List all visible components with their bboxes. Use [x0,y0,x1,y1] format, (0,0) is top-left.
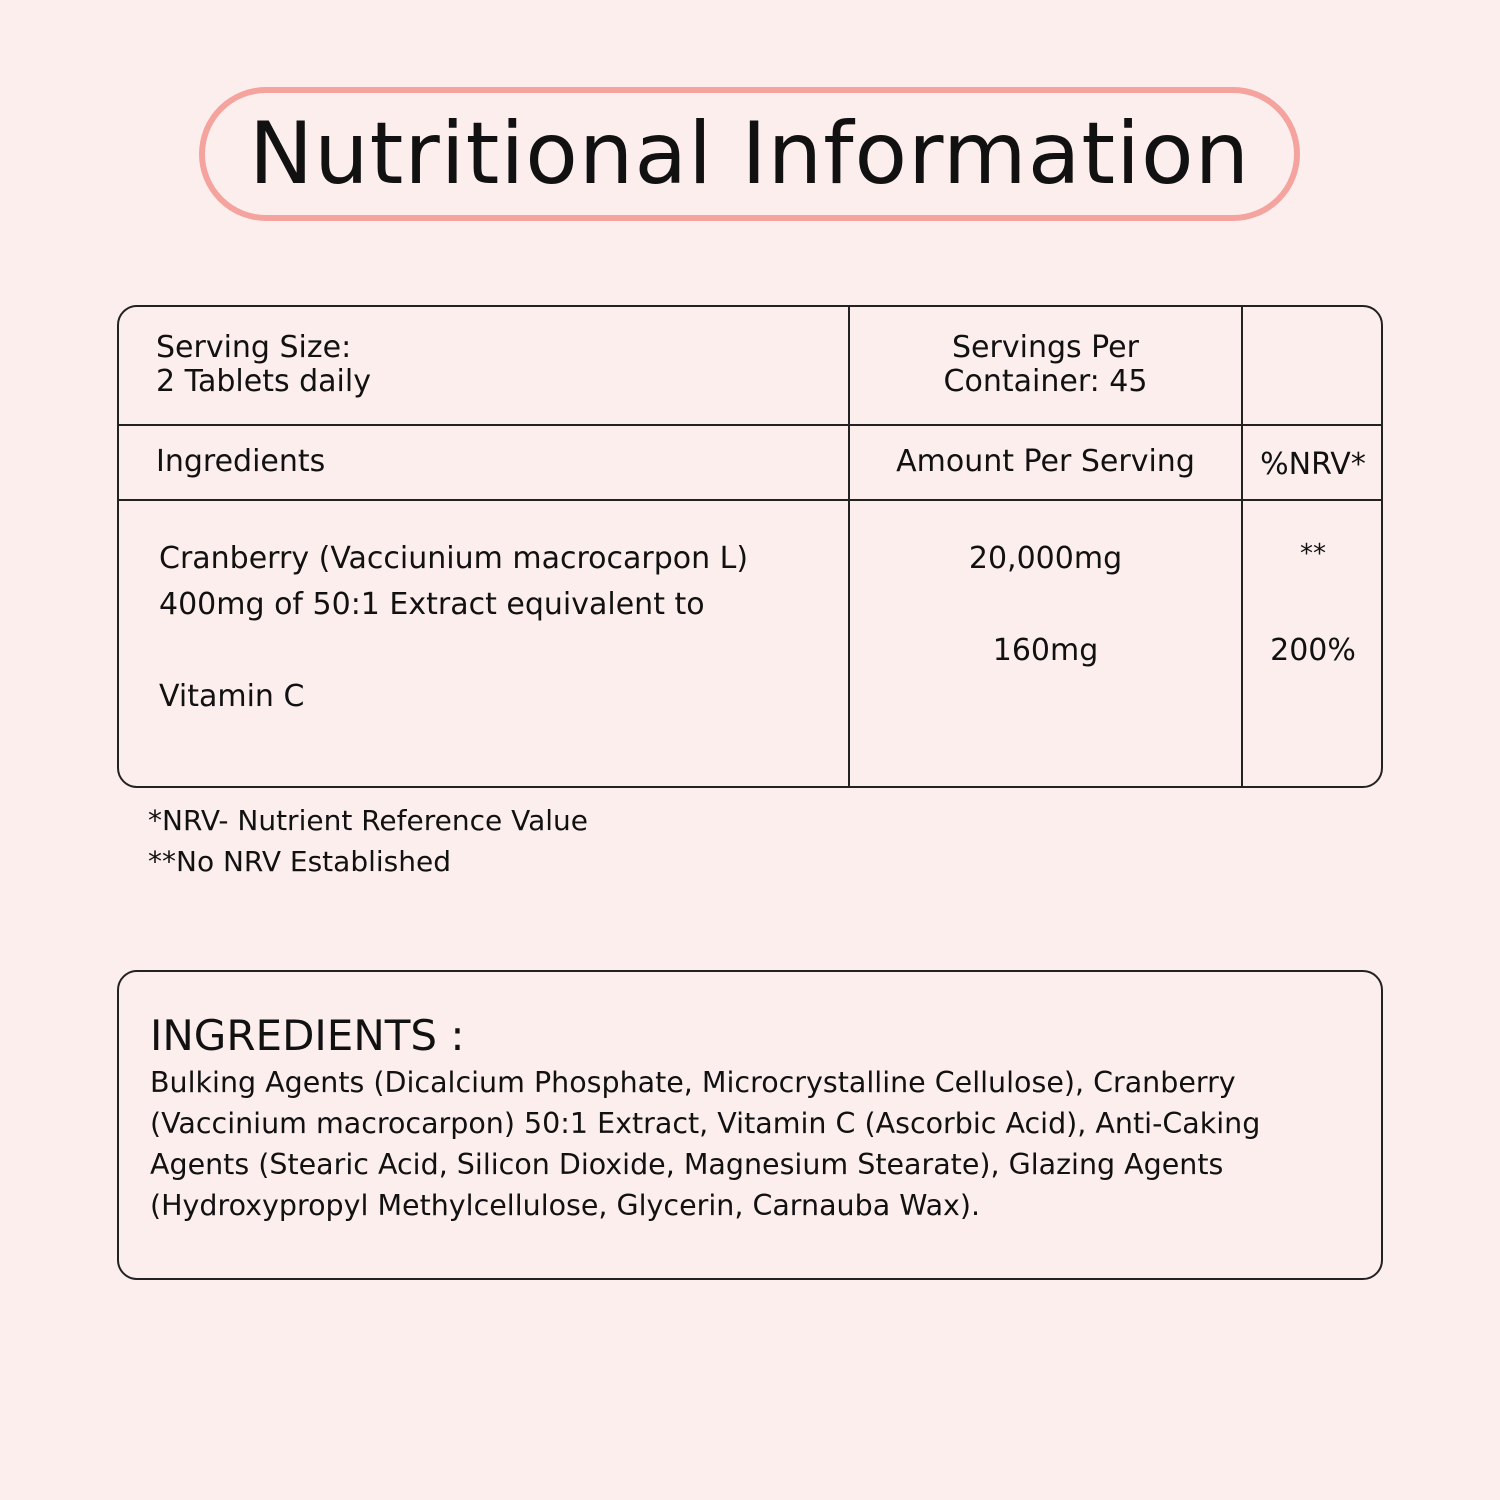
ingredient-cranberry-name: Cranberry (Vacciunium macrocarpon L) [159,541,749,576]
ingredients-list: Bulking Agents (Dicalcium Phosphate, Microcrystalline Cellulose), Cranberry (Vaccinium macrocarpon) 50:1 Extract, Vitamin C (Ascorbic Acid), Anti-Caking Agents (Stearic Acid, Silicon Dioxide, Magnesium Stearate), Glazing Agents (Hydroxypropyl Methylcellulose, Glycerin, Carnauba Wax). [150,1066,1261,1222]
nutrition-table [117,305,1383,788]
ingredients-section [117,970,1383,1280]
amount-cranberry: 20,000mg [968,541,1123,576]
table-divider-horizontal [119,499,1381,501]
servings-per-container-cell [850,331,1241,399]
servings-per-line2: Container: 45 [943,364,1148,399]
serving-size-label: Serving Size: [156,330,352,365]
servings-per-line1: Servings Per [952,330,1139,365]
page-title: Nutritional Information [248,104,1251,204]
title-banner [199,87,1300,221]
footnote-no-nrv: **No NRV Established [148,845,451,878]
nrv-cranberry: ** [1300,539,1326,569]
footnotes [148,800,588,882]
ingredients-heading: INGREDIENTS : [150,1011,465,1060]
header-amount-per-serving: Amount Per Serving [896,444,1195,479]
nrv-vitamin-c: 200% [1270,633,1356,668]
table-divider-horizontal [119,424,1381,426]
footnote-nrv-definition: *NRV- Nutrient Reference Value [148,804,588,837]
ingredient-vitamin-c-name: Vitamin C [159,679,305,714]
ingredient-cranberry-extract: 400mg of 50:1 Extract equivalent to [159,587,705,622]
amount-vitamin-c: 160mg [992,633,1099,668]
header-nrv: %NRV* [1260,447,1366,482]
serving-size-value: 2 Tablets daily [156,364,371,399]
header-ingredients: Ingredients [156,444,326,479]
serving-size-cell [156,331,371,399]
